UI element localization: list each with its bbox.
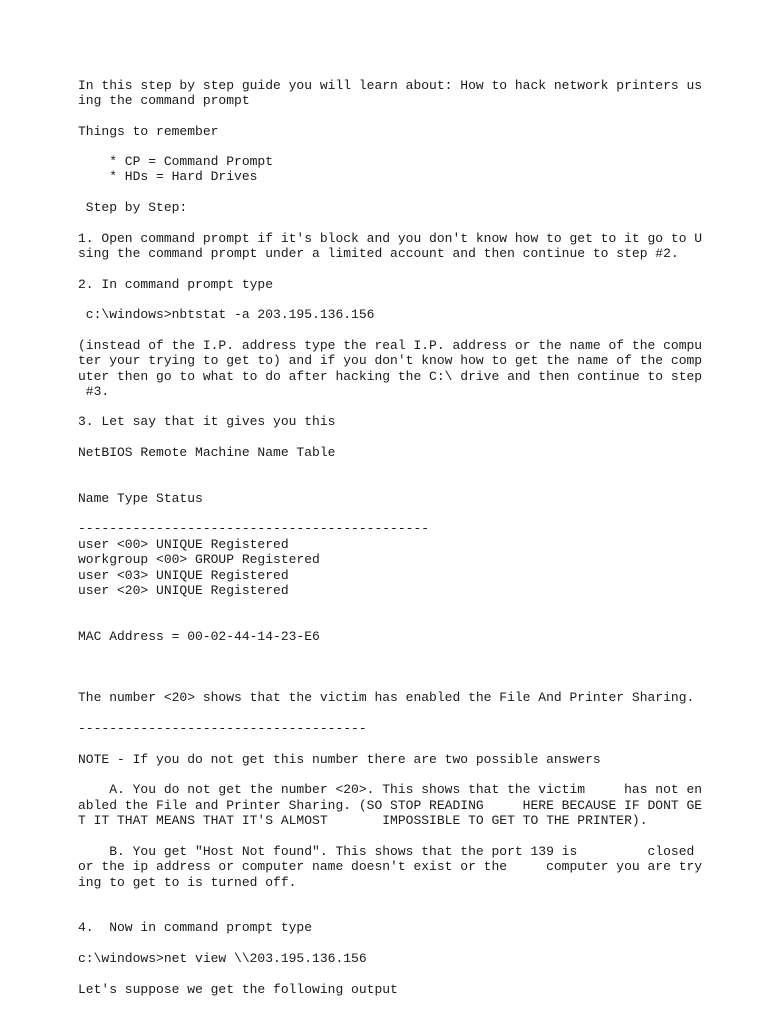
command-nbtstat: c:\windows>nbtstat -a 203.195.136.156 xyxy=(78,307,375,322)
answer-a-line: T IT THAT MEANS THAT IT'S ALMOST IMPOSSIBLE TO GET TO THE PRINTER). xyxy=(78,813,648,828)
step1-line: sing the command prompt under a limited account and then continue to step #2. xyxy=(78,246,679,261)
note-heading: NOTE - If you do not get this number there are two possible answers xyxy=(78,752,601,767)
mac-address: MAC Address = 00-02-44-14-23-E6 xyxy=(78,629,320,644)
step1-line: 1. Open command prompt if it's block and you don't know how to get to it go to U xyxy=(78,231,703,246)
note1-line: #3. xyxy=(78,384,110,399)
remember-item: * CP = Command Prompt xyxy=(78,154,274,169)
intro-line: ing the command prompt xyxy=(78,93,250,108)
table-header: Name Type Status xyxy=(78,491,203,506)
table-row: user <03> UNIQUE Registered xyxy=(78,568,289,583)
remember-heading: Things to remember xyxy=(78,124,219,139)
answer-a-line: abled the File and Printer Sharing. (SO STOP READING HERE BECAUSE IF DONT GE xyxy=(78,798,703,813)
suppose-line: Let's suppose we get the following output xyxy=(78,982,398,997)
note1-line: ter your trying to get to) and if you don't know how to get the name of the comp xyxy=(78,353,703,368)
netbios-title: NetBIOS Remote Machine Name Table xyxy=(78,445,336,460)
note1-line: uter then go to what to do after hacking the C:\ drive and then continue to step xyxy=(78,369,703,384)
table-row: user <00> UNIQUE Registered xyxy=(78,537,289,552)
answer-b-line: B. You get "Host Not found". This shows that the port 139 is closed xyxy=(78,844,695,859)
step-heading: Step by Step: xyxy=(78,200,188,215)
remember-item: * HDs = Hard Drives xyxy=(78,169,258,184)
step3-line: 3. Let say that it gives you this xyxy=(78,414,336,429)
command-net-view: c:\windows>net view \\203.195.136.156 xyxy=(78,951,367,966)
divider: ------------------------------------- xyxy=(78,721,367,736)
answer-b-line: or the ip address or computer name doesn't exist or the computer you are try xyxy=(78,859,703,874)
step2-line: 2. In command prompt type xyxy=(78,277,274,292)
note1-line: (instead of the I.P. address type the real I.P. address or the name of the compu xyxy=(78,338,703,353)
table-row: user <20> UNIQUE Registered xyxy=(78,583,289,598)
number-note: The number <20> shows that the victim has enabled the File And Printer Sharing. xyxy=(78,690,695,705)
step4-line: 4. Now in command prompt type xyxy=(78,920,313,935)
answer-a-line: A. You do not get the number <20>. This shows that the victim has not en xyxy=(78,782,703,797)
intro-line: In this step by step guide you will learn about: How to hack network printers us xyxy=(78,78,703,93)
table-row: workgroup <00> GROUP Registered xyxy=(78,552,320,567)
answer-b-line: ing to get to is turned off. xyxy=(78,875,297,890)
divider: --------------------------------------------- xyxy=(78,521,430,536)
